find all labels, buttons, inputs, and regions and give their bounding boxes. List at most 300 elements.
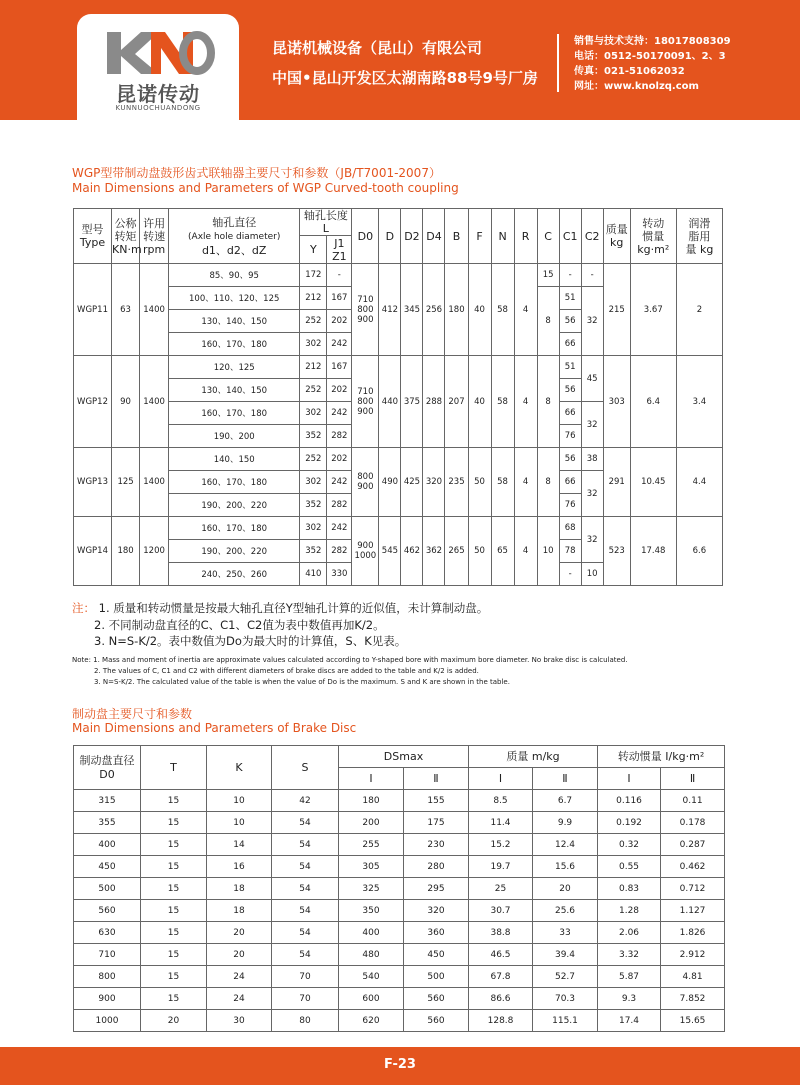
table-cell: 2.912: [661, 944, 725, 966]
header-inertia-i: Ⅰ: [598, 768, 661, 790]
cell-d: 490: [379, 448, 401, 517]
table-cell: 450: [404, 944, 469, 966]
note-cn-3: 3. N=S-K/2。表中数值为Do为最大时的计算值，S、K见表。: [94, 634, 407, 648]
cell-c: 15: [537, 264, 559, 287]
header-k: K: [207, 746, 272, 790]
table-cell: 10: [207, 812, 272, 834]
cell-j1: 202: [327, 448, 352, 471]
cell-f: 40: [468, 264, 491, 356]
table-row: [74, 922, 725, 944]
company-address: 中国•昆山开发区太湖南路88号9号厂房: [272, 69, 538, 87]
cell-j1: 282: [327, 425, 352, 448]
table-cell: 18: [207, 878, 272, 900]
note-label: 注：: [72, 601, 95, 615]
table-cell: 70: [272, 966, 339, 988]
cell-c1: 51: [559, 287, 581, 310]
table-cell: 1.826: [661, 922, 725, 944]
table-cell: 0.192: [598, 812, 661, 834]
cell-mass: 523: [603, 517, 630, 586]
table-cell: 500: [404, 966, 469, 988]
brake-disc-table-body: [74, 790, 725, 1032]
cell-c2: 32: [581, 402, 603, 448]
cell-bore: 140、150: [169, 448, 300, 471]
header-d2: D2: [401, 209, 423, 264]
cell-bore: 160、170、180: [169, 517, 300, 540]
header-d4: D4: [423, 209, 445, 264]
table-cell: 8.5: [469, 790, 533, 812]
table-cell: 15: [141, 966, 207, 988]
cell-c: 8: [537, 356, 559, 448]
cell-inertia: 10.45: [630, 448, 676, 517]
table-cell: 710: [74, 944, 141, 966]
header-y: Y: [300, 236, 327, 264]
cell-y: 172: [300, 264, 327, 287]
cell-j1: -: [327, 264, 352, 287]
table-cell: 54: [272, 878, 339, 900]
table-cell: 350: [339, 900, 404, 922]
cell-j1: 242: [327, 471, 352, 494]
table-cell: 560: [74, 900, 141, 922]
table-cell: 6.7: [533, 790, 598, 812]
cell-d0: 800 900: [352, 448, 379, 517]
table-cell: 15: [141, 944, 207, 966]
table-cell: 0.55: [598, 856, 661, 878]
header-torque: 公称 转矩 KN·m: [112, 209, 140, 264]
table-cell: 355: [74, 812, 141, 834]
cell-j1: 242: [327, 402, 352, 425]
table-cell: 230: [404, 834, 469, 856]
table-cell: 18: [207, 900, 272, 922]
table-cell: 0.83: [598, 878, 661, 900]
cell-c2: 45: [581, 356, 603, 402]
brake-disc-table: [73, 745, 725, 1032]
section2-title-cn: 制动盘主要尺寸和参数: [72, 707, 193, 721]
cell-c1: 76: [559, 425, 581, 448]
cell-c1: 56: [559, 448, 581, 471]
page-footer: [0, 1047, 800, 1085]
note-cn-2: 2. 不同制动盘直径的C、C1、C2值为表中数值再加K/2。: [94, 618, 385, 632]
table-cell: 38.8: [469, 922, 533, 944]
cell-torque: 90: [112, 356, 140, 448]
table-cell: 70: [272, 988, 339, 1010]
cell-mass: 291: [603, 448, 630, 517]
note-en-3: 3. N=S-K/2. The calculated value of the table is when the value of Do is the maximum. S and K are shown in the table.: [94, 678, 510, 686]
cell-j1: 282: [327, 494, 352, 517]
table-cell: 20: [533, 878, 598, 900]
table-cell: 200: [339, 812, 404, 834]
section2-title-en: Main Dimensions and Parameters of Brake Disc: [72, 721, 357, 735]
table-cell: 15.2: [469, 834, 533, 856]
cell-d4: 288: [423, 356, 445, 448]
cell-d4: 256: [423, 264, 445, 356]
table-row: [74, 878, 725, 900]
header-t: T: [141, 746, 207, 790]
cell-c2: 32: [581, 471, 603, 517]
cell-bore: 100、110、120、125: [169, 287, 300, 310]
header-d: D: [379, 209, 401, 264]
table-cell: 15: [141, 922, 207, 944]
table-cell: 600: [339, 988, 404, 1010]
coupling-table-body: [74, 264, 723, 586]
cell-r: 4: [514, 356, 537, 448]
table-row: [74, 900, 725, 922]
cell-lube: 2: [676, 264, 722, 356]
cell-c1: 66: [559, 333, 581, 356]
cell-c1: 56: [559, 310, 581, 333]
cell-bore: 160、170、180: [169, 333, 300, 356]
cell-model: WGP11: [74, 264, 112, 356]
table-row: [74, 448, 723, 471]
table-cell: 115.1: [533, 1010, 598, 1032]
table-cell: 450: [74, 856, 141, 878]
cell-speed: 1400: [140, 448, 169, 517]
table-cell: 54: [272, 834, 339, 856]
cell-mass: 215: [603, 264, 630, 356]
cell-y: 252: [300, 379, 327, 402]
cell-speed: 1200: [140, 517, 169, 586]
cell-d0: 710 800 900: [352, 356, 379, 448]
cell-c: 10: [537, 517, 559, 586]
cell-c: 8: [537, 287, 559, 356]
table-cell: 175: [404, 812, 469, 834]
note-en-1: Note: 1. Mass and moment of inertia are approximate values calculated according to Y-shaped bore with maximum bore diameter. No brake disc is calculated.: [72, 656, 628, 664]
table-cell: 1.28: [598, 900, 661, 922]
company-name: 昆诺机械设备（昆山）有限公司: [272, 39, 483, 57]
table-cell: 86.6: [469, 988, 533, 1010]
cell-inertia: 3.67: [630, 264, 676, 356]
header-s: S: [272, 746, 339, 790]
table-cell: 15: [141, 812, 207, 834]
cell-c1: 78: [559, 540, 581, 563]
cell-bore: 85、90、95: [169, 264, 300, 287]
cell-f: 40: [468, 356, 491, 448]
cell-c2: 32: [581, 517, 603, 563]
page-number: F-23: [384, 1057, 416, 1072]
header-disc-inertia: 转动惯量 I/kg·m²: [598, 746, 725, 768]
header-c1: C1: [559, 209, 581, 264]
table-cell: 25.6: [533, 900, 598, 922]
cell-b: 180: [445, 264, 468, 356]
table-cell: 295: [404, 878, 469, 900]
table-cell: 360: [404, 922, 469, 944]
table-cell: 80: [272, 1010, 339, 1032]
cell-f: 50: [468, 517, 491, 586]
cell-c2: 32: [581, 287, 603, 356]
cell-torque: 63: [112, 264, 140, 356]
header-d0: D0: [352, 209, 379, 264]
cell-j1: 202: [327, 310, 352, 333]
table-cell: 315: [74, 790, 141, 812]
table-cell: 255: [339, 834, 404, 856]
contact-fax: 传真：021-51062032: [574, 66, 685, 77]
table-cell: 800: [74, 966, 141, 988]
table-cell: 560: [404, 1010, 469, 1032]
cell-d: 545: [379, 517, 401, 586]
cell-bore: 190、200、220: [169, 494, 300, 517]
table-cell: 2.06: [598, 922, 661, 944]
table-cell: 25: [469, 878, 533, 900]
header-speed: 许用 转速 rpm: [140, 209, 169, 264]
table-cell: 320: [404, 900, 469, 922]
cell-n: 58: [491, 356, 514, 448]
cell-lube: 6.6: [676, 517, 722, 586]
table-cell: 325: [339, 878, 404, 900]
table-row: [74, 856, 725, 878]
cell-d2: 345: [401, 264, 423, 356]
cell-model: WGP13: [74, 448, 112, 517]
table-cell: 70.3: [533, 988, 598, 1010]
header-model: 型号 Type: [74, 209, 112, 264]
cell-r: 4: [514, 517, 537, 586]
cell-j1: 167: [327, 287, 352, 310]
cell-c1: 68: [559, 517, 581, 540]
table-row: [74, 356, 723, 379]
table-cell: 15.65: [661, 1010, 725, 1032]
cell-j1: 330: [327, 563, 352, 586]
table-cell: 280: [404, 856, 469, 878]
table-cell: 39.4: [533, 944, 598, 966]
note-cn-1: 注： 1. 质量和转动惯量是按最大轴孔直径Y型轴孔计算的近似值，未计算制动盘。: [72, 601, 489, 615]
table-cell: 54: [272, 812, 339, 834]
table-cell: 16: [207, 856, 272, 878]
table-cell: 480: [339, 944, 404, 966]
cell-c1: 66: [559, 471, 581, 494]
cell-j1: 242: [327, 333, 352, 356]
cell-c2: 38: [581, 448, 603, 471]
table-cell: 14: [207, 834, 272, 856]
cell-d: 440: [379, 356, 401, 448]
table-row: [74, 944, 725, 966]
header-mass-ii: Ⅱ: [533, 768, 598, 790]
cell-bore: 160、170、180: [169, 402, 300, 425]
table-cell: 180: [339, 790, 404, 812]
table-cell: 0.712: [661, 878, 725, 900]
section1-title-cn: WGP型带制动盘鼓形齿式联轴器主要尺寸和参数（JB/T7001-2007）: [72, 166, 441, 180]
cell-r: 4: [514, 448, 537, 517]
table-row: [74, 988, 725, 1010]
cell-y: 252: [300, 448, 327, 471]
cell-lube: 4.4: [676, 448, 722, 517]
cell-model: WGP14: [74, 517, 112, 586]
table-cell: 9.3: [598, 988, 661, 1010]
table-cell: 15: [141, 834, 207, 856]
cell-d4: 362: [423, 517, 445, 586]
table-row: [74, 517, 723, 540]
table-cell: 540: [339, 966, 404, 988]
cell-speed: 1400: [140, 356, 169, 448]
header-divider: [557, 34, 559, 92]
table-cell: 0.32: [598, 834, 661, 856]
header-bore: 轴孔直径 (Axle hole diameter) d1、d2、dZ: [169, 209, 300, 264]
table-cell: 24: [207, 966, 272, 988]
table-cell: 128.8: [469, 1010, 533, 1032]
table-row: [74, 834, 725, 856]
table-cell: 42: [272, 790, 339, 812]
table-cell: 54: [272, 900, 339, 922]
table-cell: 400: [339, 922, 404, 944]
header-lube: 润滑 脂用 量 kg: [676, 209, 722, 264]
header-j1z1: J1 Z1: [327, 236, 352, 264]
section1-title-en: Main Dimensions and Parameters of WGP Curved-tooth coupling: [72, 181, 459, 195]
logo: [77, 14, 239, 120]
note-en-2: 2. The values of C, C1 and C2 with different diameters of brake discs are added to the table and K/2 is added.: [94, 667, 479, 675]
contact-phone: 电话：0512-50170091、2、3: [574, 51, 726, 62]
cell-torque: 125: [112, 448, 140, 517]
cell-bore: 240、250、260: [169, 563, 300, 586]
table-cell: 15: [141, 856, 207, 878]
cell-y: 302: [300, 333, 327, 356]
table-cell: 52.7: [533, 966, 598, 988]
cell-r: 4: [514, 264, 537, 356]
cell-y: 212: [300, 356, 327, 379]
cell-d4: 320: [423, 448, 445, 517]
table-cell: 500: [74, 878, 141, 900]
cell-bore: 130、140、150: [169, 379, 300, 402]
cell-y: 352: [300, 494, 327, 517]
header-inertia-ii: Ⅱ: [661, 768, 725, 790]
table-row: [74, 790, 725, 812]
table-row: [74, 1010, 725, 1032]
table-cell: 30.7: [469, 900, 533, 922]
table-cell: 54: [272, 856, 339, 878]
header-inertia: 转动 惯量 kg·m²: [630, 209, 676, 264]
kno-logo-icon: [101, 24, 215, 80]
header-n: N: [491, 209, 514, 264]
cell-c2: -: [581, 264, 603, 287]
cell-b: 235: [445, 448, 468, 517]
table-cell: 0.116: [598, 790, 661, 812]
cell-d2: 375: [401, 356, 423, 448]
table-cell: 0.462: [661, 856, 725, 878]
cell-y: 302: [300, 402, 327, 425]
cell-n: 58: [491, 448, 514, 517]
cell-bore: 130、140、150: [169, 310, 300, 333]
table-cell: 24: [207, 988, 272, 1010]
table-cell: 54: [272, 944, 339, 966]
header-r: R: [514, 209, 537, 264]
table-cell: 155: [404, 790, 469, 812]
cell-c1: 56: [559, 379, 581, 402]
table-cell: 560: [404, 988, 469, 1010]
table-cell: 1000: [74, 1010, 141, 1032]
table-cell: 17.4: [598, 1010, 661, 1032]
table-cell: 33: [533, 922, 598, 944]
header-f: F: [468, 209, 491, 264]
table-cell: 9.9: [533, 812, 598, 834]
table-cell: 4.81: [661, 966, 725, 988]
cell-bore: 160、170、180: [169, 471, 300, 494]
cell-d0: 900 1000: [352, 517, 379, 586]
header-mass-i: Ⅰ: [469, 768, 533, 790]
cell-y: 352: [300, 540, 327, 563]
cell-f: 50: [468, 448, 491, 517]
table-cell: 46.5: [469, 944, 533, 966]
cell-inertia: 17.48: [630, 517, 676, 586]
header-dsmax: DSmax: [339, 746, 469, 768]
cell-n: 58: [491, 264, 514, 356]
cell-y: 212: [300, 287, 327, 310]
cell-model: WGP12: [74, 356, 112, 448]
cell-c1: 51: [559, 356, 581, 379]
cell-y: 252: [300, 310, 327, 333]
cell-n: 65: [491, 517, 514, 586]
table-cell: 0.11: [661, 790, 725, 812]
table-cell: 1.127: [661, 900, 725, 922]
table-cell: 0.287: [661, 834, 725, 856]
table-cell: 10: [207, 790, 272, 812]
cell-c1: 76: [559, 494, 581, 517]
cell-bore: 190、200: [169, 425, 300, 448]
table-cell: 20: [207, 944, 272, 966]
table-cell: 15: [141, 790, 207, 812]
cell-inertia: 6.4: [630, 356, 676, 448]
table-cell: 19.7: [469, 856, 533, 878]
cell-y: 410: [300, 563, 327, 586]
cell-bore: 190、200、220: [169, 540, 300, 563]
header-b: B: [445, 209, 468, 264]
logo-english-name: KUNNUOCHUANDONG: [115, 104, 201, 112]
header-c: C: [537, 209, 559, 264]
table-cell: 54: [272, 922, 339, 944]
header-c2: C2: [581, 209, 603, 264]
cell-torque: 180: [112, 517, 140, 586]
cell-c1: -: [559, 563, 581, 586]
table-cell: 20: [207, 922, 272, 944]
cell-j1: 202: [327, 379, 352, 402]
table-cell: 5.87: [598, 966, 661, 988]
table-cell: 400: [74, 834, 141, 856]
table-cell: 0.178: [661, 812, 725, 834]
table-row: [74, 812, 725, 834]
contact-sales: 销售与技术支持：18017808309: [574, 36, 731, 47]
header-mass: 质量 kg: [603, 209, 630, 264]
header-bore-length: 轴孔长度 L: [300, 209, 352, 236]
table-cell: 620: [339, 1010, 404, 1032]
cell-d2: 462: [401, 517, 423, 586]
table-cell: 15: [141, 878, 207, 900]
header-disc-diameter: 制动盘直径 D0: [74, 746, 141, 790]
cell-c2: 10: [581, 563, 603, 586]
table-cell: 67.8: [469, 966, 533, 988]
table-cell: 15: [141, 900, 207, 922]
table-cell: 15.6: [533, 856, 598, 878]
table-cell: 630: [74, 922, 141, 944]
cell-bore: 120、125: [169, 356, 300, 379]
cell-c1: -: [559, 264, 581, 287]
cell-j1: 242: [327, 517, 352, 540]
cell-j1: 167: [327, 356, 352, 379]
table-cell: 305: [339, 856, 404, 878]
cell-c1: 66: [559, 402, 581, 425]
cell-c: 8: [537, 448, 559, 517]
header-disc-mass: 质量 m/kg: [469, 746, 598, 768]
cell-y: 302: [300, 471, 327, 494]
cell-lube: 3.4: [676, 356, 722, 448]
cell-b: 207: [445, 356, 468, 448]
cell-d0: 710 800 900: [352, 264, 379, 356]
cell-y: 302: [300, 517, 327, 540]
table-cell: 30: [207, 1010, 272, 1032]
contact-website[interactable]: 网址：www.knolzq.com: [574, 81, 699, 92]
table-cell: 900: [74, 988, 141, 1010]
cell-d: 412: [379, 264, 401, 356]
cell-j1: 282: [327, 540, 352, 563]
cell-b: 265: [445, 517, 468, 586]
table-cell: 3.32: [598, 944, 661, 966]
page-header: [0, 0, 800, 120]
header-dsmax-i: Ⅰ: [339, 768, 404, 790]
table-cell: 20: [141, 1010, 207, 1032]
